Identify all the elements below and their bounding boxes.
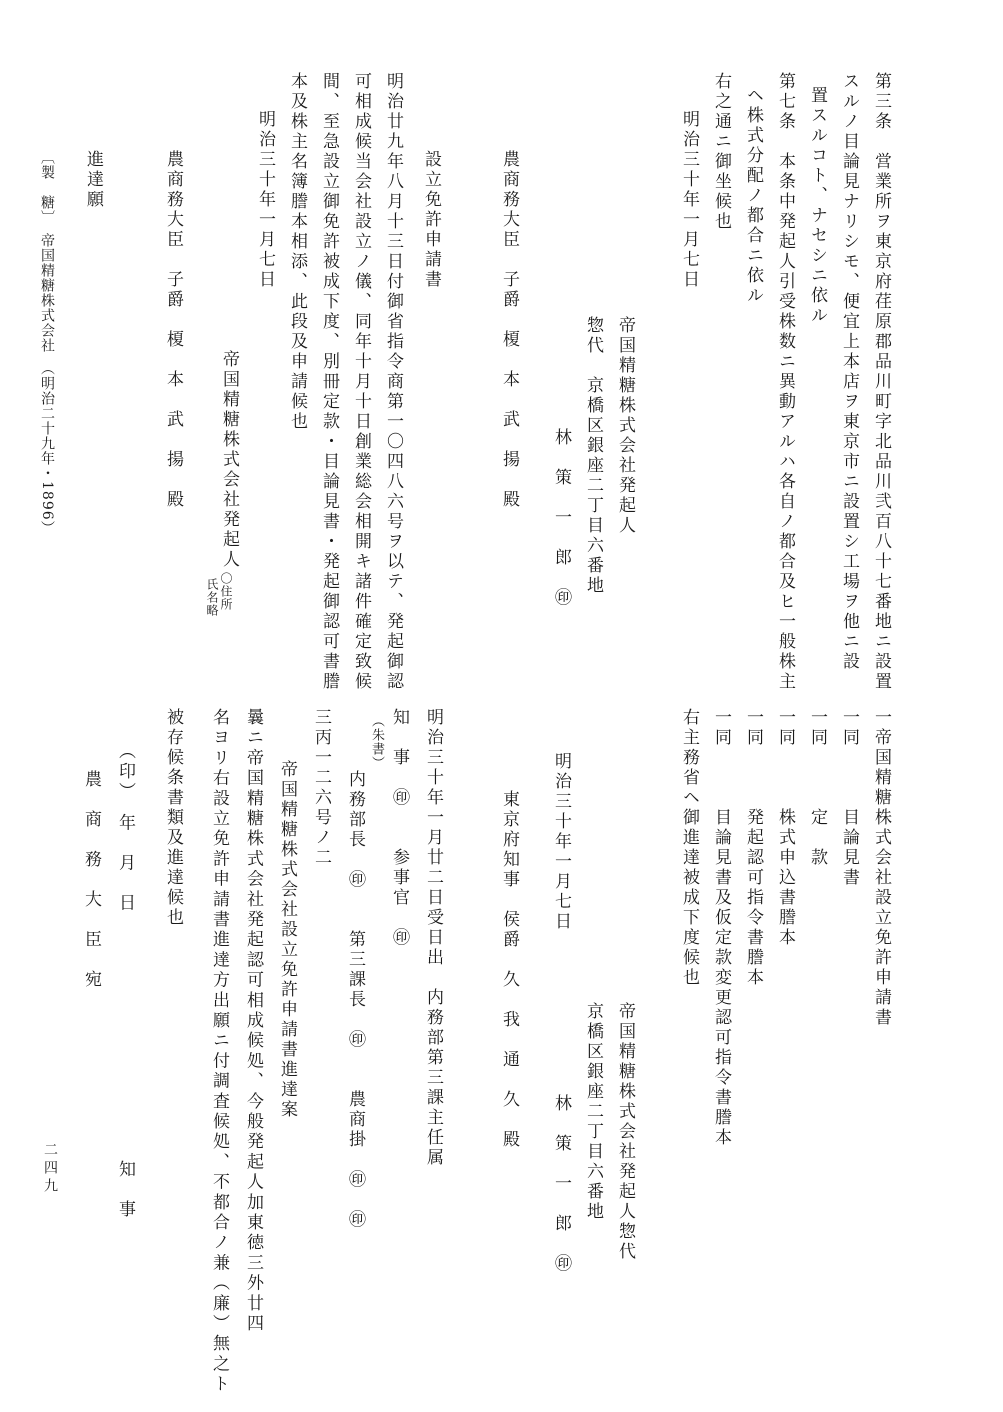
article3-line3: 置スルコト、ナセシニ依ル [807,86,827,326]
red-ink-annotation: （朱書） [369,714,384,770]
draft-line-2: 名ヨリ右設立免許申請書進達方出願ニ付調査候処、不都合ノ兼（廉）無之ト [209,708,229,1395]
list-item-2: 一同 目論見書 [839,708,859,888]
date-2: 明治三十年一月七日 [255,110,275,290]
addressee-1: 農商務大臣 子爵 榎 本 武 揚 殿 [499,150,519,510]
sender-1-name: 林 策 一 郎 ㊞ [551,428,571,608]
heading-request: 進達願 [83,150,103,210]
governor-label: 知 事 [115,1160,135,1220]
article7-line1: 第七条 本条中発起人引受株数ニ異動アルハ各自ノ都合及ヒ一般株主 [775,72,795,692]
officials-row-1: 知 事 ㊞ 参事官 ㊞ [389,708,409,948]
source-citation: 〔製 糖〕 帝国精糖株式会社 （明治二十九年・1896） [39,150,55,536]
draft-line-1: 曩ニ帝国精糖株式会社発起認可相成候処、今般発起人加東徳三外廿四 [243,708,263,1335]
to-minister: 農 商 務 大 臣 宛 [81,770,101,990]
article7-line2: ヘ株式分配ノ都合ニ依ル [743,86,763,306]
list-item-1: 一帝国精糖株式会社設立免許申請書 [871,708,891,1028]
received-stamp: 明治三十年一月廿二日受日出 内務部第三課主任属 [423,708,443,1168]
lower-date: 明治三十年一月七日 [551,752,571,932]
body-2-line2: 可相成候当会社設立ノ儀、同年十月十日創業総会相開キ諸件確定致候 [351,72,371,692]
body-2-line4: 本及株主名簿謄本相添、此段及申請候也 [287,72,307,432]
sender-1-rep: 惣代 京橋区銀座二丁目六番地 [583,316,603,596]
body-2-line1: 明治廿九年八月十三日付御省指令商第一〇四八六号ヲ以テ、発起御認 [383,72,403,692]
draft-title: 帝国精糖株式会社設立免許申請書進達案 [277,760,297,1120]
seal-date: （印） 年 月 日 [115,742,135,914]
list-item-3: 一同 定 款 [807,708,827,868]
lower-sender-org: 帝国精糖株式会社発起人惣代 [615,1002,635,1262]
sender-2: 帝国精糖株式会社発起人 [219,350,239,570]
draft-line-3: 被存候条書類及進達候也 [163,708,183,928]
lower-closing: 右主務省ヘ御進達被成下度候也 [679,708,699,988]
reference-number: 三丙一二六号ノ二 [311,708,331,868]
closing-line: 右之通ニ御坐候也 [711,72,731,232]
officials-row-2: 内務部長 ㊞ 第三課長 ㊞ 農商掛 ㊞ ㊞ [345,770,365,1230]
list-item-5: 一同 発起認可指令書謄本 [743,708,763,988]
lower-sender-addr: 京橋区銀座二丁目六番地 [583,1002,603,1222]
sender-1-org: 帝国精糖株式会社発起人 [615,316,635,536]
date-1: 明治三十年一月七日 [679,110,699,290]
lower-sender-name: 林 策 一 郎 ㊞ [551,1094,571,1274]
sender-2-note-address: 〇住所 [219,572,233,611]
addressee-2: 農商務大臣 子爵 榎 本 武 揚 殿 [163,150,183,510]
body-2-line3: 間、至急設立御免許被成下度、別冊定款・目論見書・発起御認可書謄 [319,72,339,692]
article3-line2: スルノ目論見ナリシモ、便宜上本店ヲ東京市ニ設置シ工場ヲ他ニ設 [839,72,859,672]
list-item-6: 一同 目論見書及仮定款変更認可指令書謄本 [711,708,731,1148]
sender-2-note-name: 氏名略 [205,578,219,617]
list-item-4: 一同 株式申込書謄本 [775,708,795,948]
lower-addressee: 東京府知事 侯爵 久 我 通 久 殿 [499,790,519,1150]
article3-line1: 第三条 営業所ヲ東京府荏原郡品川町字北品川弐百八十七番地ニ設置 [871,72,891,692]
page-number: 二四九 [42,1142,58,1196]
heading-application: 設立免許申請書 [421,150,441,290]
